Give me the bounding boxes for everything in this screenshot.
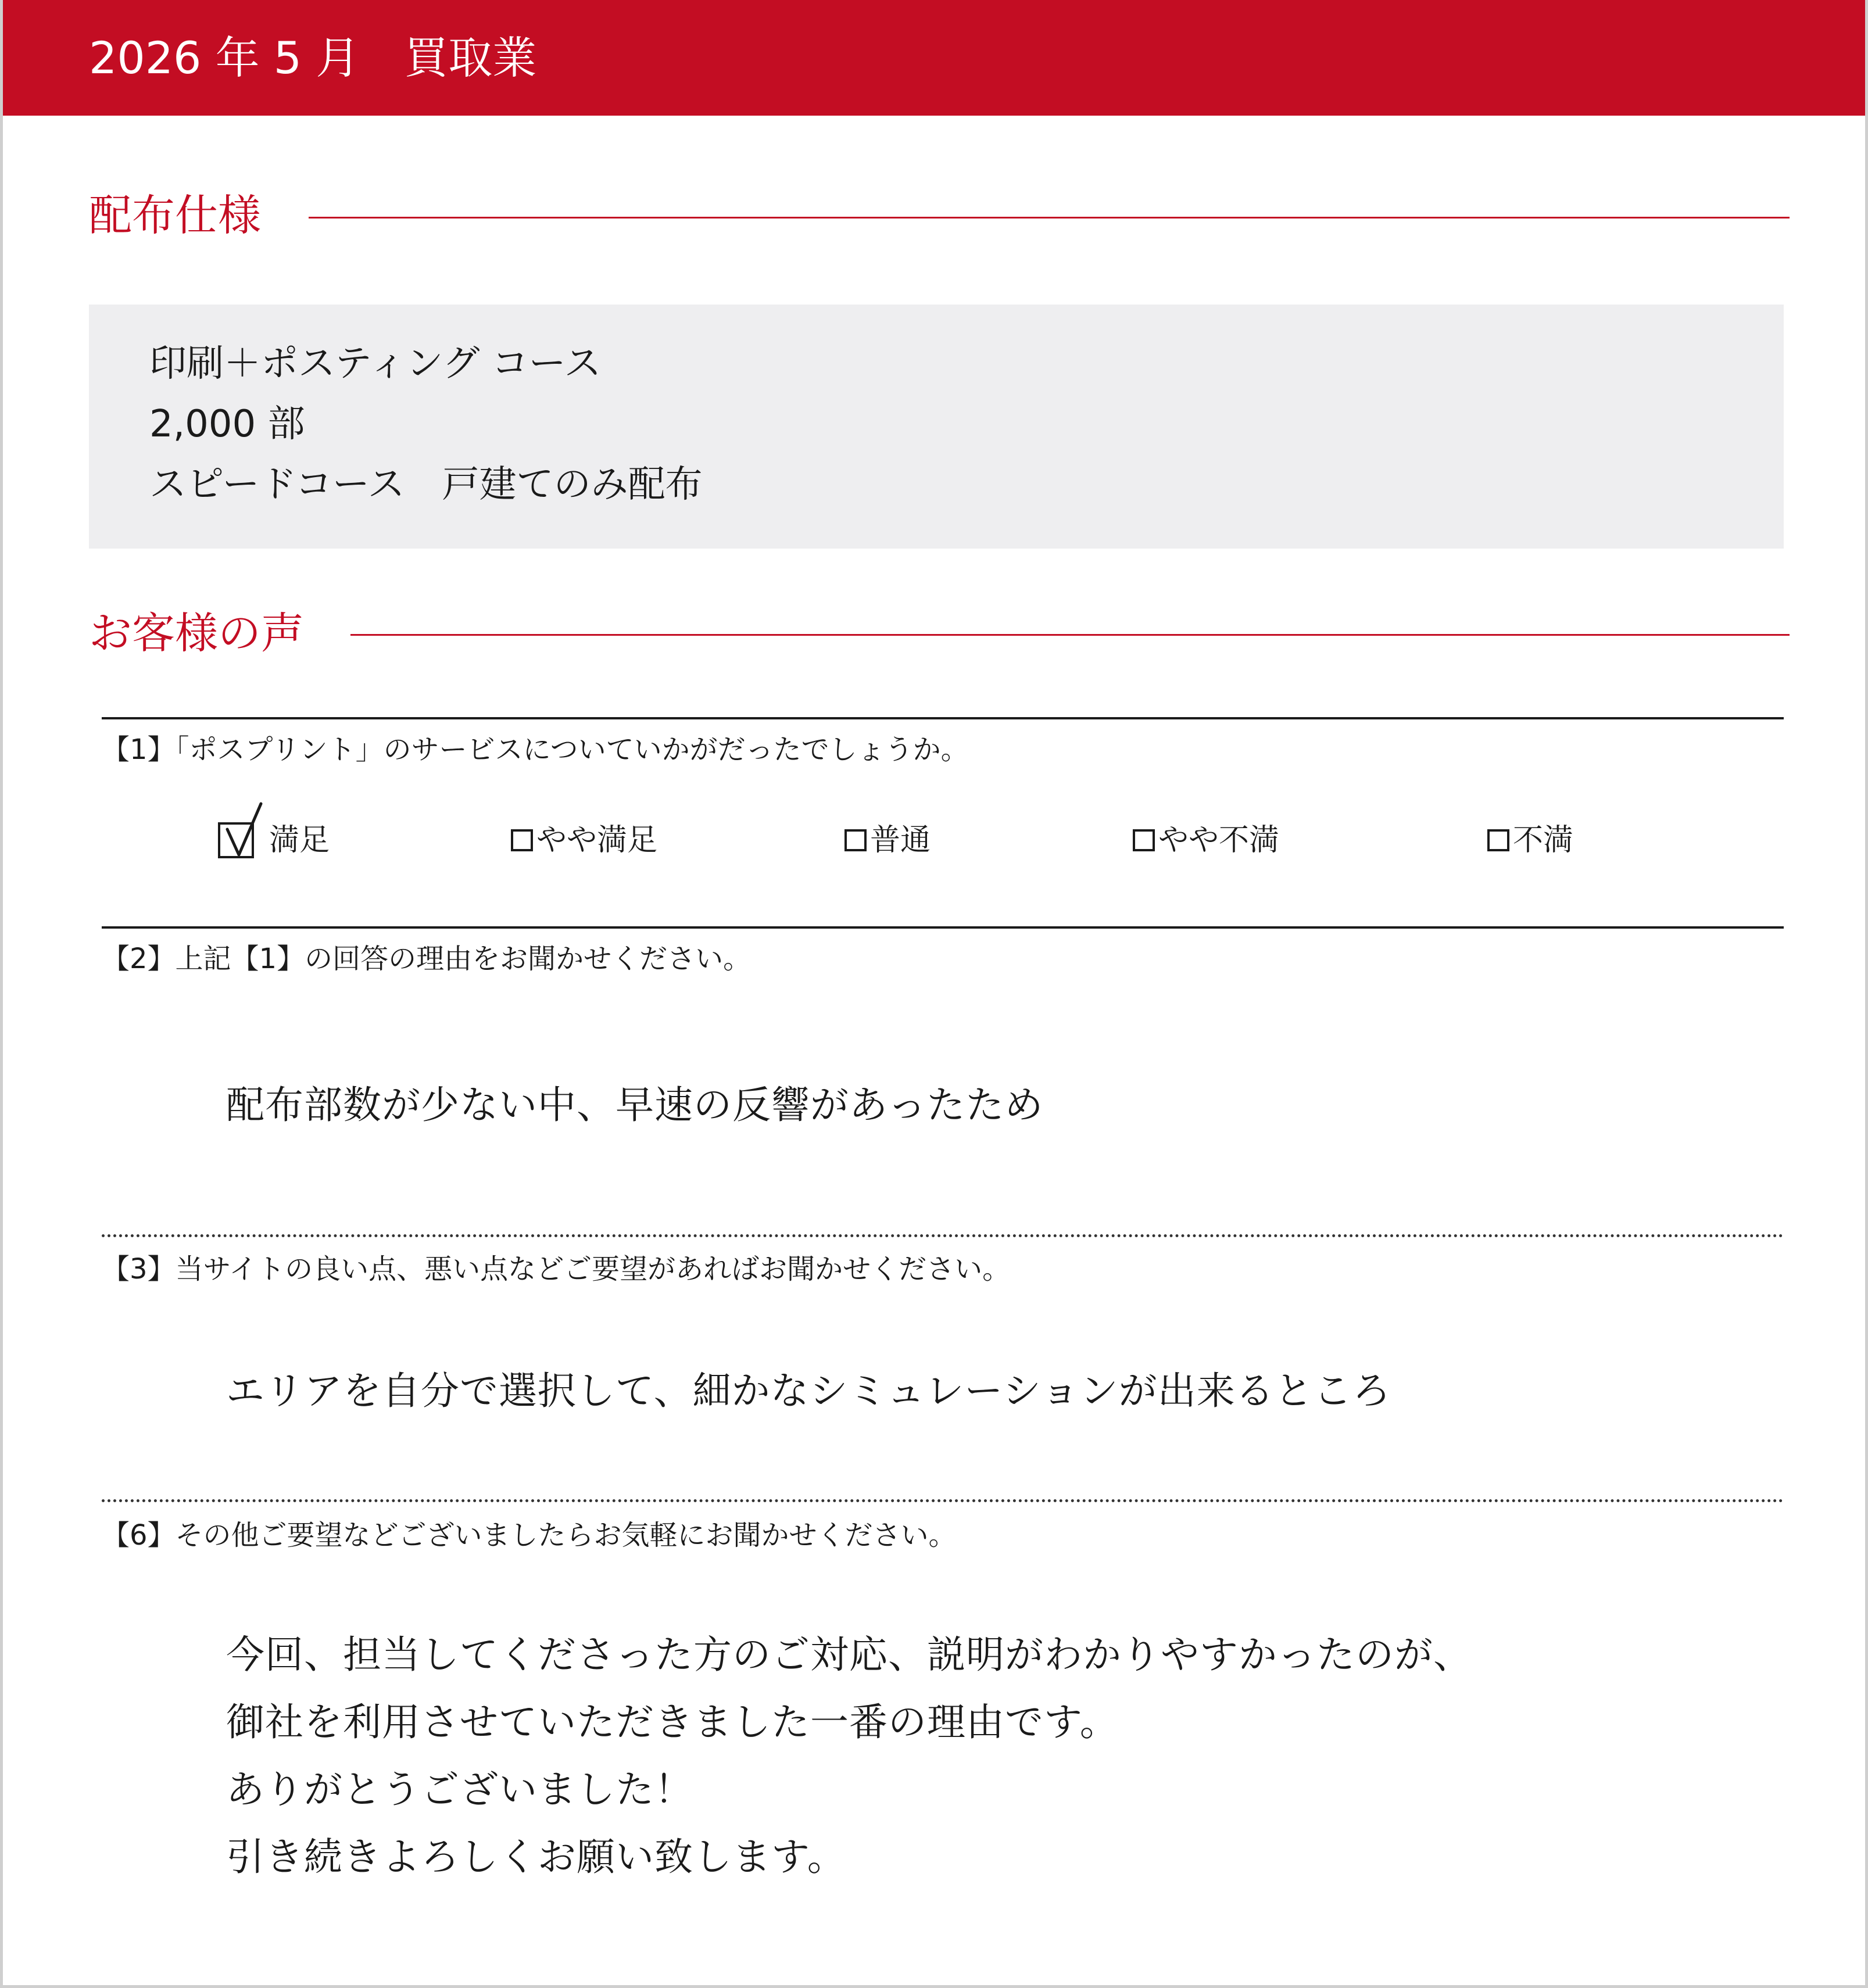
q6-answer-line: ありがとうございました！: [226, 1767, 693, 1812]
option-dissatisfied[interactable]: [1487, 817, 1573, 864]
option-neutral[interactable]: [844, 817, 931, 864]
checkbox-icon[interactable]: [844, 829, 867, 851]
q6-answer-line: 今回、担当してくださった方のご対応、説明がわかりやすかったのが、: [226, 1632, 1472, 1677]
option-label: 普通: [870, 823, 931, 858]
q3-answer: エリアを自分で選択して、細かなシミュレーションが出来るところ: [226, 1369, 1391, 1413]
header-title: 2026 年 5 月 買取業: [89, 32, 537, 84]
q2-answer: 配布部数が少ない中、早速の反響があったため: [226, 1083, 1044, 1127]
spec-course-line: 印刷＋ポスティング コース: [149, 342, 602, 385]
checkbox-icon[interactable]: [1487, 829, 1509, 851]
checkbox-icon[interactable]: [1133, 829, 1155, 851]
q2-top-rule: [102, 926, 1784, 929]
spec-quantity-line: 2,000 部: [149, 403, 305, 446]
q1-question: 【1】「ポスプリント」のサービスについていかがだったでしょうか。: [102, 733, 969, 766]
option-label: やや不満: [1158, 823, 1280, 858]
header-bar: [3, 0, 1868, 116]
checkbox-icon[interactable]: [511, 829, 533, 851]
q1-top-rule: [102, 717, 1784, 719]
option-label: 不満: [1513, 823, 1574, 858]
checkmark-icon: [224, 801, 264, 859]
option-label: 満足: [269, 823, 330, 858]
spec-option-line: スピードコース 戸建てのみ配布: [149, 463, 703, 506]
q6-answer-line: 引き続きよろしくお願い致します。: [226, 1835, 846, 1879]
q2-question: 【2】上記【1】の回答の理由をお聞かせください。: [102, 943, 752, 975]
q6-top-rule: [102, 1499, 1784, 1502]
q3-question: 【3】当サイトの良い点、悪い点などご要望があればお聞かせください。: [102, 1253, 1011, 1285]
voice-heading-rule: [350, 634, 1790, 636]
checkbox-checked-icon[interactable]: [218, 822, 254, 858]
option-somewhat-satisfied[interactable]: [511, 817, 657, 864]
spec-heading-rule: [309, 217, 1790, 218]
voice-section-heading: お客様の声: [89, 608, 304, 658]
spec-section-heading: 配布仕様: [89, 191, 261, 241]
q3-top-rule: [102, 1234, 1784, 1237]
option-somewhat-dissatisfied[interactable]: [1133, 817, 1279, 864]
option-label: やや満足: [536, 823, 658, 858]
option-satisfied[interactable]: [218, 817, 330, 864]
q6-question: 【6】その他ご要望などございましたらお気軽にお聞かせください。: [102, 1519, 957, 1552]
q6-answer-line: 御社を利用させていただきました一番の理由です。: [226, 1700, 1119, 1745]
